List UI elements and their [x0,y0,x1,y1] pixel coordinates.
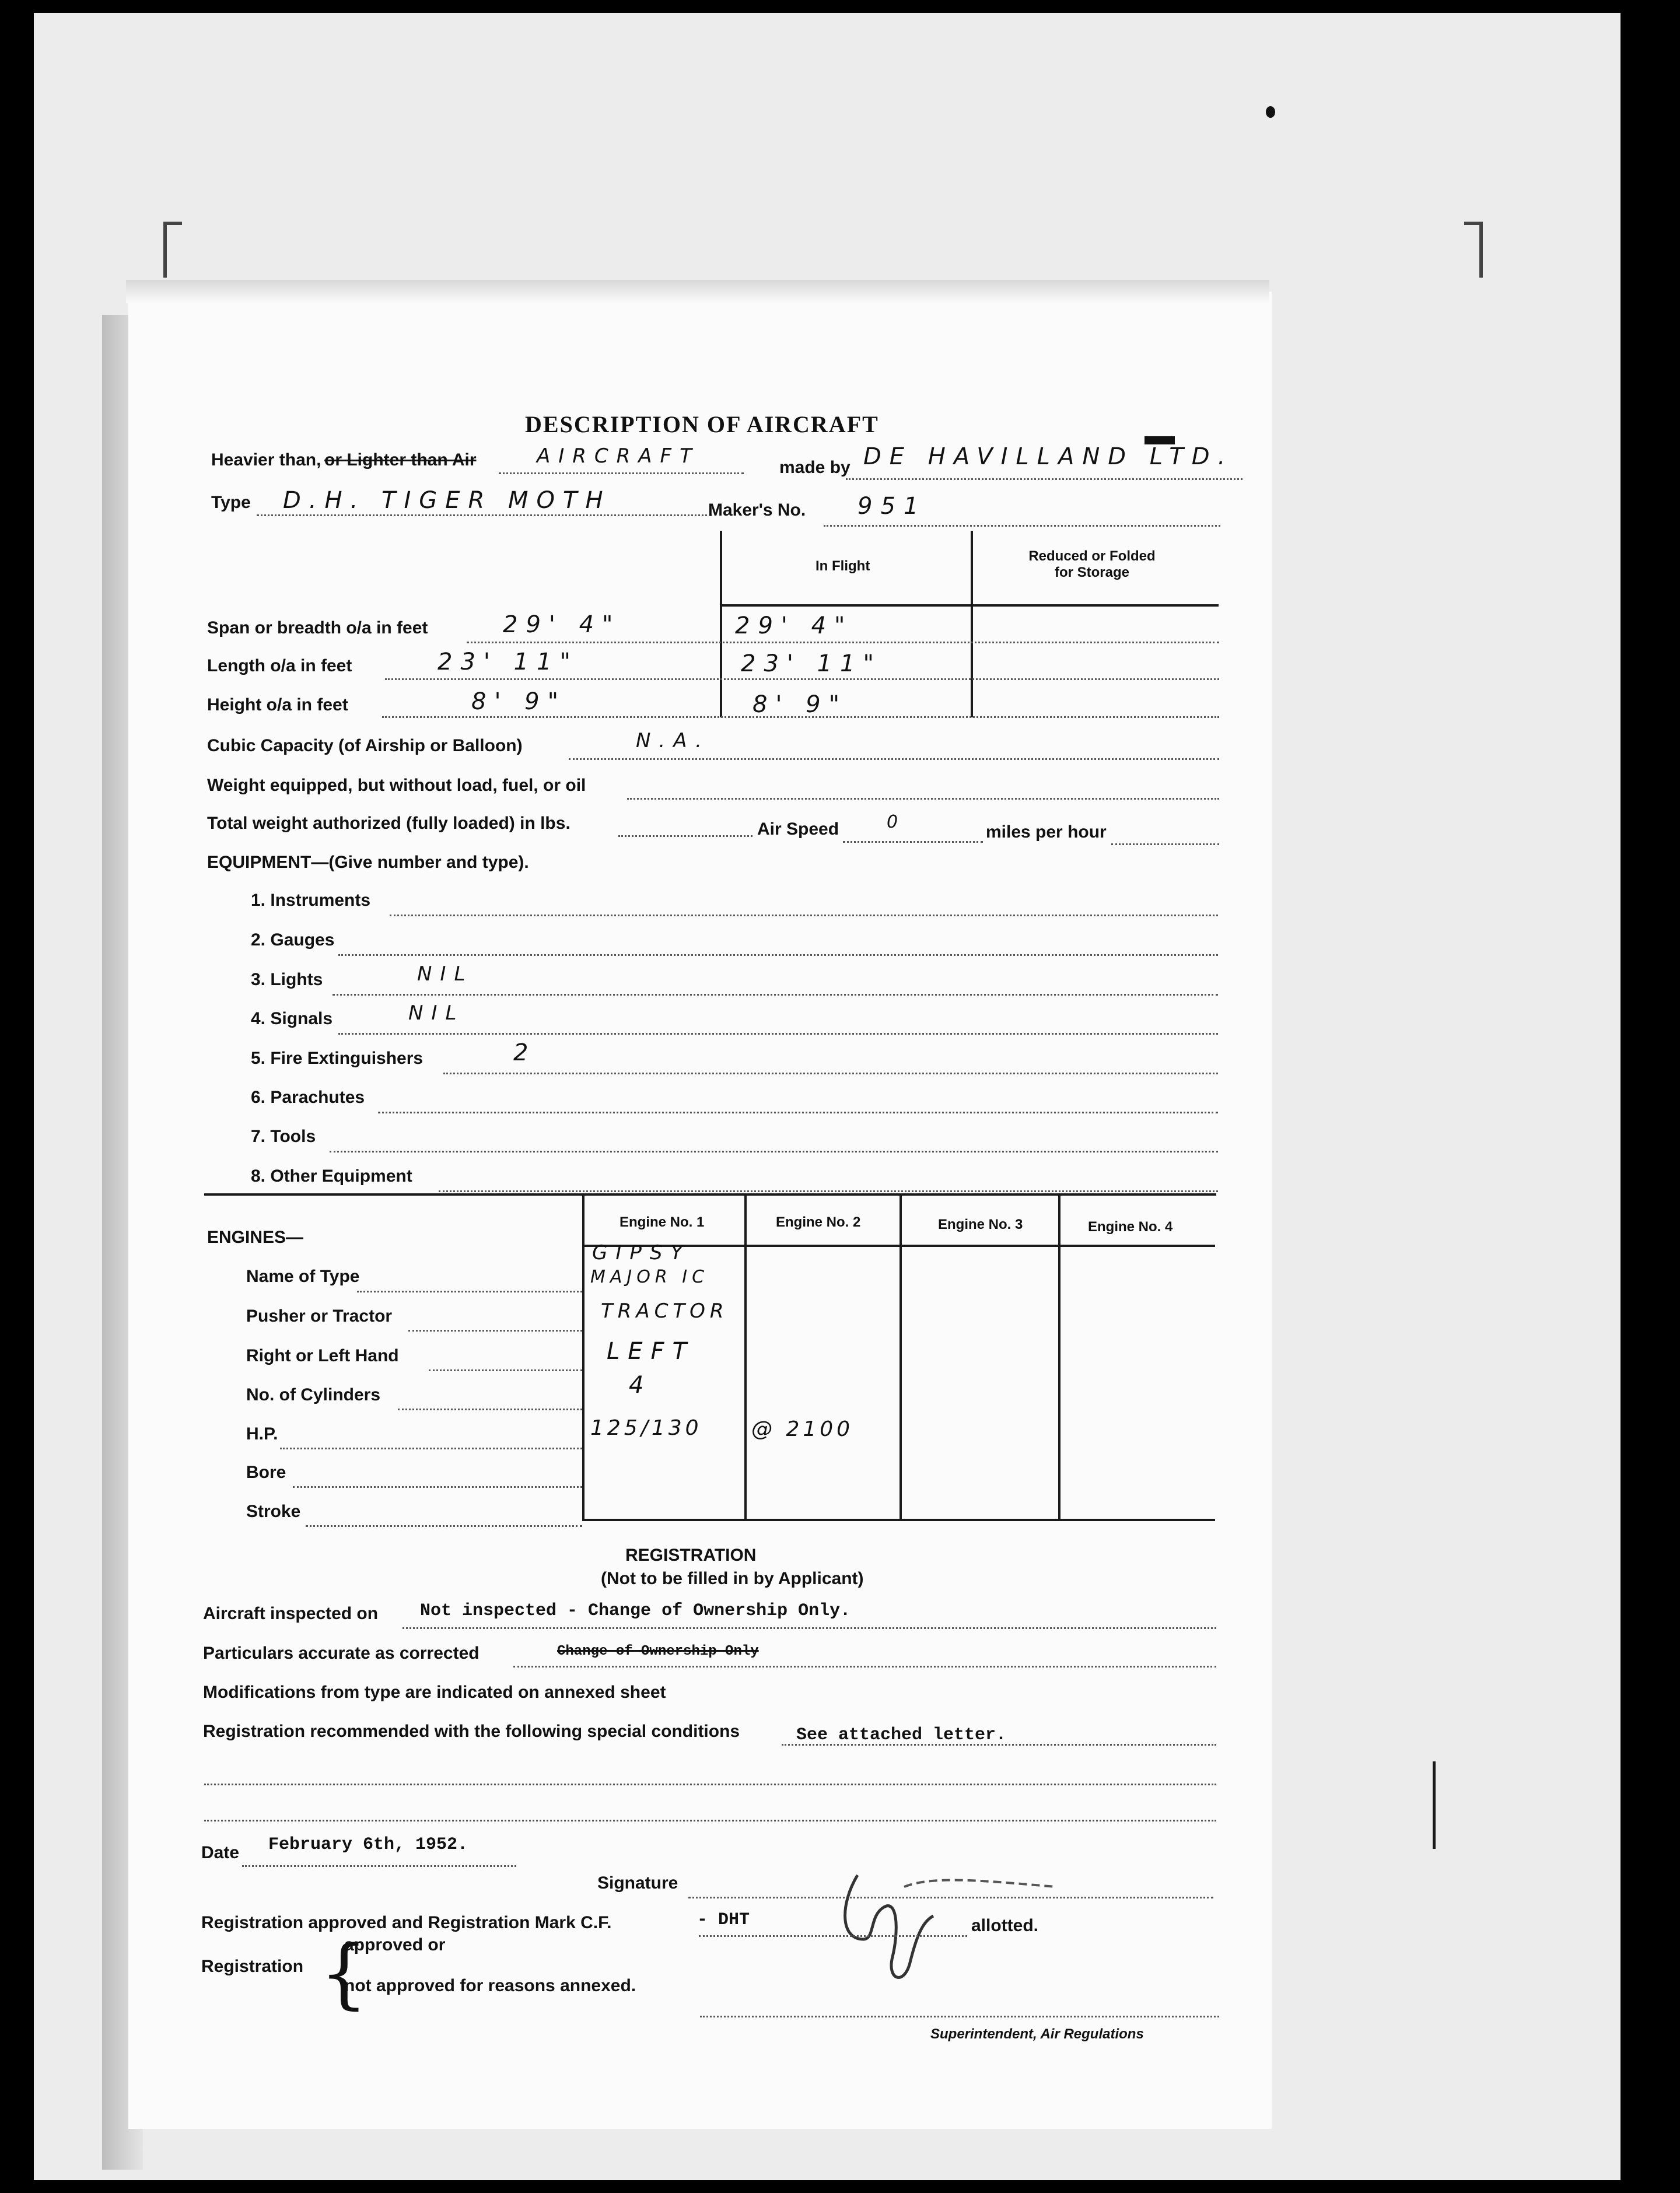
recommended-entry: See attached letter. [796,1725,1007,1745]
makers-no-line [824,525,1220,527]
engine-3-header: Engine No. 3 [938,1217,1023,1232]
engine-2-header: Engine No. 2 [776,1214,861,1230]
equipment-item-tools: 7. Tools [251,1127,316,1146]
equipment-label: EQUIPMENT—(Give number and type). [207,853,529,872]
length-entry: 23' 11" [438,649,579,675]
air-speed-label: Air Speed [757,819,839,839]
date-line [242,1865,516,1867]
aircraft-class-entry: AIRCRAFT [537,444,700,468]
span-flight-entry: 29' 4" [735,612,853,639]
makers-no-entry: 951 [858,493,927,520]
table-vline [971,531,973,717]
registration-label: Registration [201,1957,304,1976]
equipment-line [443,1073,1218,1074]
lights-entry: NIL [417,962,474,986]
equipment-item-lights: 3. Lights [251,970,323,989]
registration-subtitle: (Not to be filled in by Applicant) [601,1569,864,1588]
modifications-label: Modifications from type are indicated on annexed sheet [203,1683,666,1702]
engine-row-hand: Right or Left Hand [246,1346,399,1365]
equipment-item-signals: 4. Signals [251,1009,333,1028]
engine-row-stroke: Stroke [246,1502,301,1521]
not-approved-label: not approved for reasons annexed. [344,1976,636,1995]
air-speed-entry: 0 [887,812,907,832]
engine1-pusher-entry: TRACTOR [601,1299,729,1323]
ink-spot [1266,106,1275,118]
particulars-line [513,1666,1216,1667]
equipment-item-gauges: 2. Gauges [251,930,335,950]
engine-row-line [408,1330,582,1332]
fire-extinguishers-entry: 2 [513,1039,537,1066]
maker-line [846,478,1242,480]
engine-1-header: Engine No. 1 [620,1214,705,1230]
inspected-entry: Not inspected - Change of Ownership Only. [420,1601,851,1621]
engine-row-hp: H.P. [246,1424,278,1444]
margin-mark [1433,1761,1436,1849]
allotted-label: allotted. [971,1916,1039,1935]
span-label: Span or breadth o/a in feet [207,618,428,637]
equipment-item-other: 8. Other Equipment [251,1166,412,1186]
equipment-line [338,1033,1218,1035]
recommended-line-3 [204,1820,1216,1821]
heavier-than-label: Heavier than, [211,450,321,470]
span-entry: 29' 4" [503,611,621,638]
engine-4-header: Engine No. 4 [1088,1219,1173,1235]
approved-mark-label: Registration approved and Registration Mark C.F. [201,1913,612,1932]
engine1-hand-entry: LEFT [607,1338,695,1365]
engine1-cylinders-entry: 4 [629,1372,652,1399]
engine1-type-line2: MAJOR IC [590,1267,709,1287]
date-entry: February 6th, 1952. [268,1835,468,1855]
corner-bracket-right [1464,222,1483,278]
registration-title: REGISTRATION [625,1546,757,1565]
cubic-capacity-label: Cubic Capacity (of Airship or Balloon) [207,736,523,755]
engines-label: ENGINES— [207,1228,304,1247]
aircraft-class-line [499,472,744,474]
reg-mark-entry: - DHT [697,1910,750,1930]
engine-row-line [429,1369,582,1371]
inspected-line [402,1627,1216,1629]
equipment-line [338,954,1218,956]
engine-row-bore: Bore [246,1463,286,1482]
cubic-line [569,758,1219,760]
recommended-line-2 [204,1784,1216,1785]
equipment-line [390,915,1218,916]
made-by-label: made by [779,458,850,477]
superintendent-line [700,2016,1219,2017]
equipment-item-instruments: 1. Instruments [251,891,371,910]
height-flight-entry: 8' 9" [752,691,848,718]
lighter-than-struck: or Lighter than Air [324,450,477,470]
equipment-line [332,994,1218,996]
engine-row-pusher: Pusher or Tractor [246,1306,393,1326]
engine-row-line [357,1291,582,1292]
engine-row-cylinders: No. of Cylinders [246,1385,381,1404]
engines-vline [582,1193,584,1520]
engine-row-line [293,1486,582,1488]
table-vline [720,531,722,717]
superintendent-label: Superintendent, Air Regulations [930,2026,1144,2042]
length-flight-entry: 23' 11" [741,650,882,677]
mph-label: miles per hour [986,822,1107,842]
particulars-struck-entry: Change of Ownership Only [557,1644,759,1659]
type-line [257,514,712,516]
engine-row-line [398,1409,582,1410]
engines-top-rule [204,1193,1216,1196]
air-speed-line [843,841,983,843]
weight-equipped-line [627,798,1219,800]
height-entry: 8' 9" [471,688,567,715]
recommended-label: Registration recommended with the following special conditions [203,1722,740,1741]
equipment-item-parachutes: 6. Parachutes [251,1088,365,1107]
engine-row-type: Name of Type [246,1267,360,1286]
engine1-hp-entry: 125/130 [590,1416,702,1440]
engine2-hp-entry: @ 2100 [751,1417,854,1441]
corner-bracket-left [163,222,182,278]
maker-entry: DE HAVILLAND LTD. [863,443,1234,470]
span-line [467,642,1219,643]
engine-row-line [280,1448,582,1449]
equipment-item-fire-extinguishers: 5. Fire Extinguishers [251,1049,424,1068]
makers-no-label: Maker's No. [708,500,806,520]
cubic-entry: N.A. [636,729,710,752]
type-label: Type [211,493,251,512]
equipment-line [330,1151,1218,1152]
in-flight-header: In Flight [816,558,870,574]
type-entry: D.H. TIGER MOTH [283,487,611,514]
reduced-header: Reduced or Folded for Storage [1028,548,1156,580]
engine-row-line [306,1525,582,1527]
weight-equipped-label: Weight equipped, but without load, fuel, or oil [207,776,586,795]
mph-line [1111,843,1219,845]
engines-bottom-rule [582,1519,1215,1521]
total-weight-label: Total weight authorized (fully loaded) in lbs. [207,814,570,833]
table-hline [720,604,1219,607]
length-label: Length o/a in feet [207,656,352,675]
signals-entry: NIL [408,1001,465,1025]
form-title: DESCRIPTION OF AIRCRAFT [525,411,879,437]
reg-mark-line [699,1935,967,1937]
equipment-line [439,1190,1218,1192]
inspected-label: Aircraft inspected on [203,1604,379,1623]
total-weight-line [618,835,752,837]
signature-label: Signature [597,1873,678,1893]
equipment-line [378,1112,1218,1113]
date-label: Date [201,1843,240,1862]
engine1-type-line1: GIPSY [592,1241,691,1264]
length-line [385,678,1219,680]
approved-or-label: approved or [344,1935,446,1954]
brace-symbol: { [320,1929,368,2017]
height-label: Height o/a in feet [207,695,348,714]
particulars-label: Particulars accurate as corrected [203,1644,480,1663]
